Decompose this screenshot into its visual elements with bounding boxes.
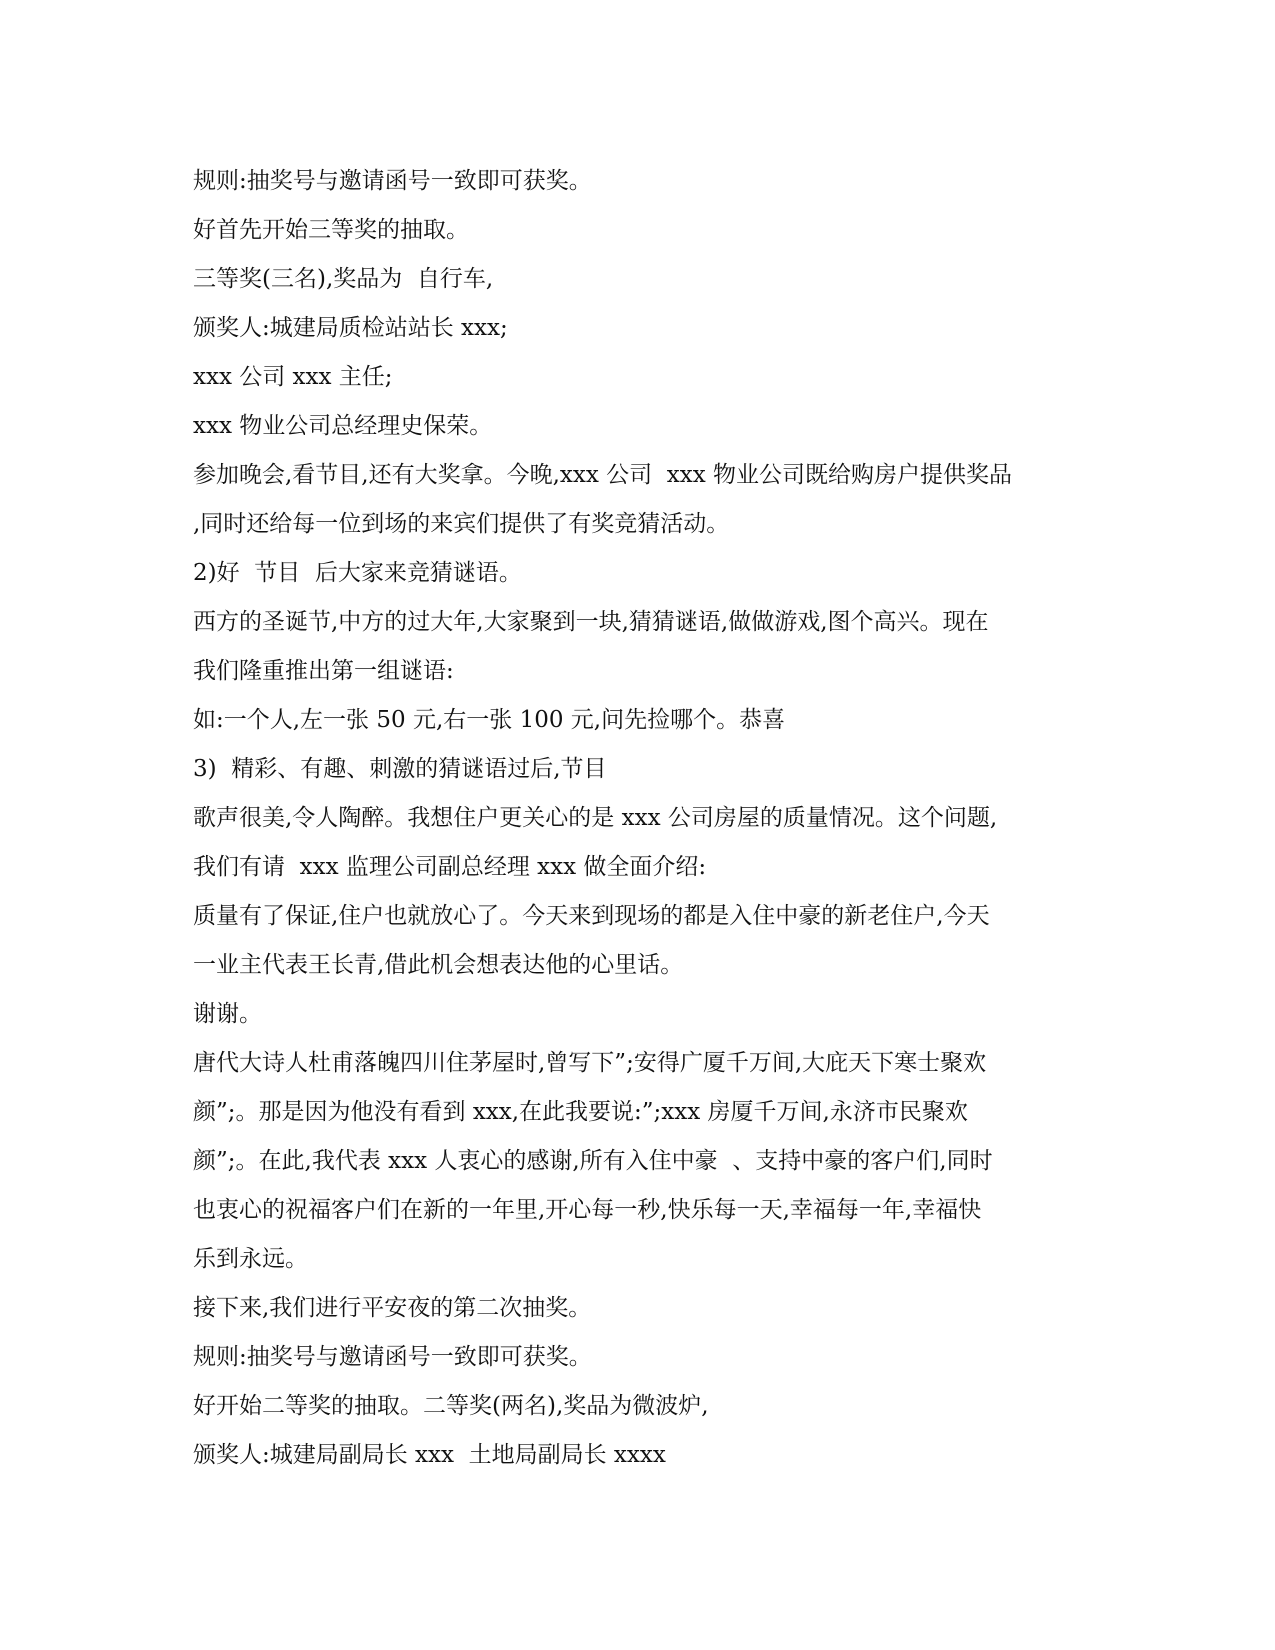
text-line: ,同时还给每一位到场的来宾们提供了有奖竞猜活动。 xyxy=(193,511,730,537)
text-line: 谢谢。 xyxy=(193,1001,262,1027)
text-line: 质量有了保证,住户也就放心了。今天来到现场的都是入住中豪的新老住户,今天 xyxy=(193,903,990,929)
text-line: 西方的圣诞节,中方的过大年,大家聚到一块,猜猜谜语,做做游戏,图个高兴。现在 xyxy=(193,609,989,635)
text-line: 好首先开始三等奖的抽取。 xyxy=(193,217,469,243)
text-line: 颁奖人:城建局副局长 xxx 土地局副局长 xxxx xyxy=(193,1442,666,1468)
document-body xyxy=(193,157,1093,1480)
text-line: 2)好 节目 后大家来竞猜谜语。 xyxy=(193,560,522,586)
text-line: 规则:抽奖号与邀请函号一致即可获奖。 xyxy=(193,168,592,194)
text-line: 颁奖人:城建局质检站站长 xxx; xyxy=(193,315,508,341)
text-line: xxx 物业公司总经理史保荣。 xyxy=(193,413,493,439)
text-line: 唐代大诗人杜甫落魄四川住茅屋时,曾写下”;安得广厦千万间,大庇天下寒士聚欢 xyxy=(193,1050,987,1076)
text-line: 参加晚会,看节目,还有大奖拿。今晚,xxx 公司 xxx 物业公司既给购房户提供奖品 xyxy=(193,462,1013,488)
text-line: 乐到永远。 xyxy=(193,1246,308,1272)
text-line: 我们有请 xxx 监理公司副总经理 xxx 做全面介绍: xyxy=(193,854,707,880)
text-line: 接下来,我们进行平安夜的第二次抽奖。 xyxy=(193,1295,592,1321)
text-line: 3) 精彩、有趣、刺激的猜谜语过后,节目 xyxy=(193,756,607,782)
text-line: 歌声很美,令人陶醉。我想住户更关心的是 xxx 公司房屋的质量情况。这个问题, xyxy=(193,805,998,831)
text-line: 颜”;。在此,我代表 xxx 人衷心的感谢,所有入住中豪 、支持中豪的客户们,同时 xyxy=(193,1148,993,1174)
text-line: 我们隆重推出第一组谜语: xyxy=(193,658,454,684)
text-line: 三等奖(三名),奖品为 自行车, xyxy=(193,266,494,292)
text-line: 如:一个人,左一张 50 元,右一张 100 元,问先捡哪个。恭喜 xyxy=(193,707,786,733)
text-line: 颜”;。那是因为他没有看到 xxx,在此我要说:”;xxx 房厦千万间,永济市民聚欢 xyxy=(193,1099,968,1125)
text-line: 一业主代表王长青,借此机会想表达他的心里话。 xyxy=(193,952,684,978)
text-line: 好开始二等奖的抽取。二等奖(两名),奖品为微波炉, xyxy=(193,1393,709,1419)
text-line: 也衷心的祝福客户们在新的一年里,开心每一秒,快乐每一天,幸福每一年,幸福快 xyxy=(193,1197,982,1223)
text-line: 规则:抽奖号与邀请函号一致即可获奖。 xyxy=(193,1344,592,1370)
text-line: xxx 公司 xxx 主任; xyxy=(193,364,393,390)
